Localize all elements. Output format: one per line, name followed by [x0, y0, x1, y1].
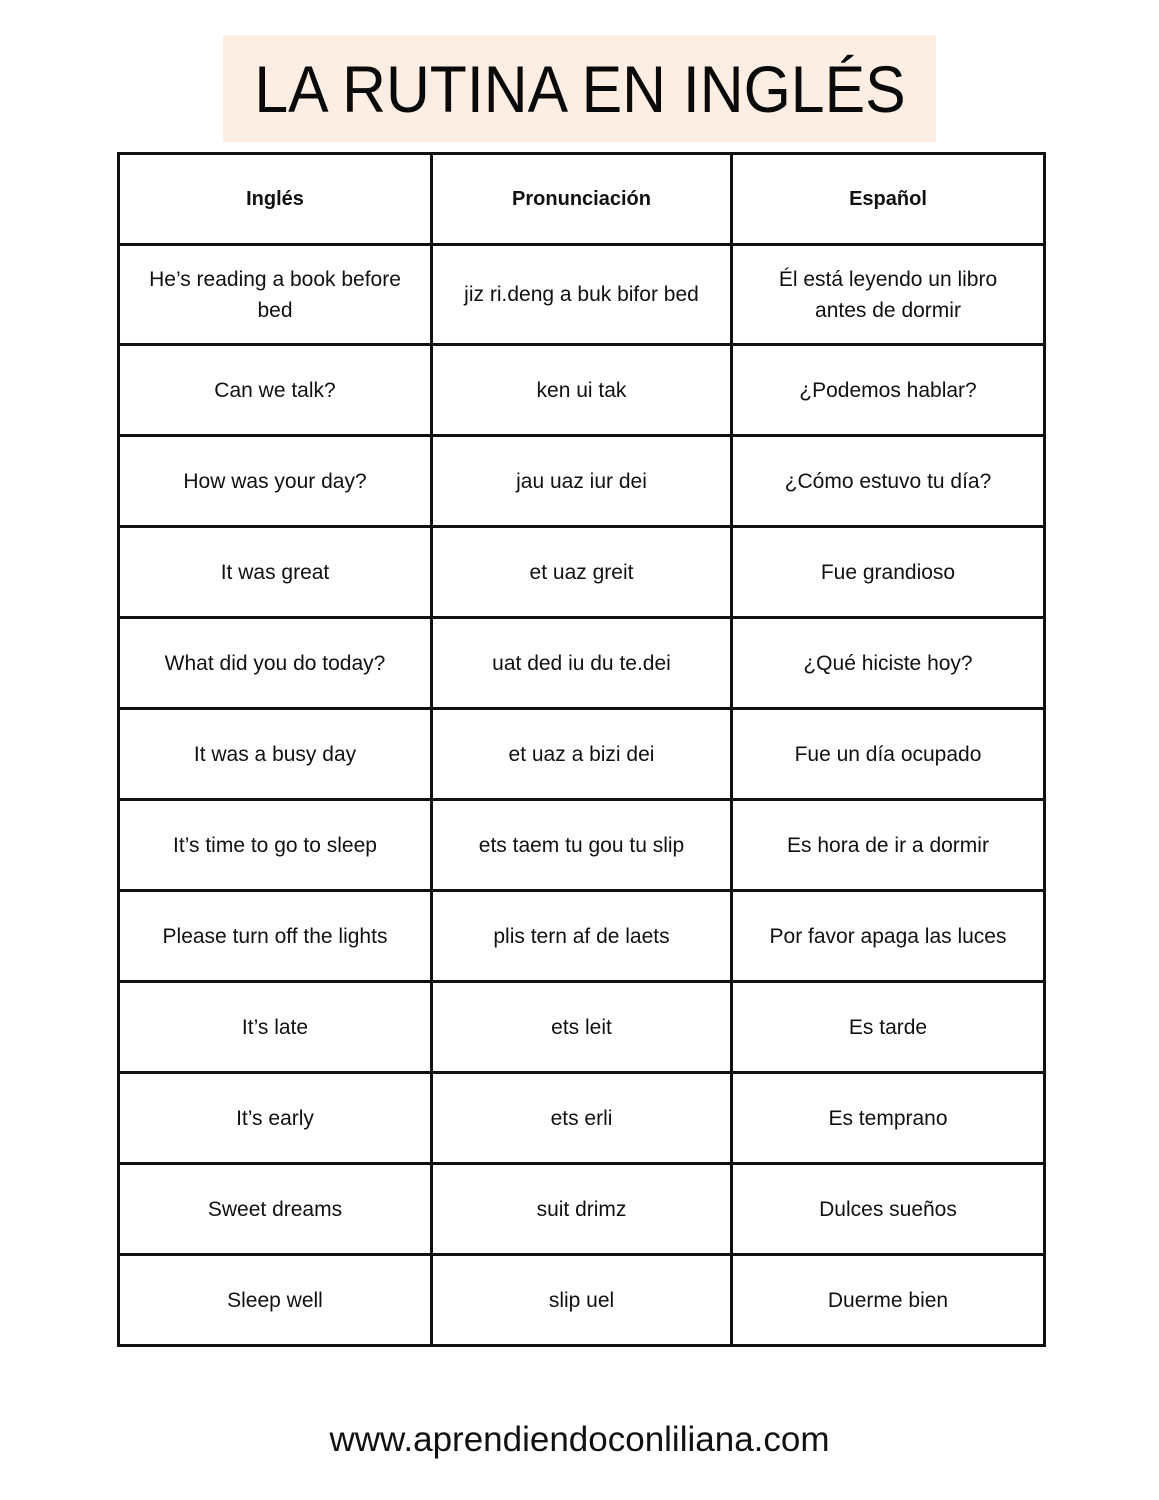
cell-pronunciacion: plis tern af de laets: [432, 891, 732, 982]
table-row: [119, 618, 1045, 709]
cell-espanol: Es hora de ir a dormir: [732, 800, 1045, 891]
cell-pronunciacion: et uaz greit: [432, 527, 732, 618]
cell-ingles: Can we talk?: [119, 345, 432, 436]
title-banner: [223, 35, 936, 142]
table-row: [119, 800, 1045, 891]
table-header-row: [119, 154, 1045, 245]
table-row: [119, 982, 1045, 1073]
table-row: [119, 1164, 1045, 1255]
table-row: [119, 1255, 1045, 1346]
vocabulary-table: [117, 152, 1046, 1347]
cell-pronunciacion: suit drimz: [432, 1164, 732, 1255]
table-row: [119, 345, 1045, 436]
cell-espanol: Es temprano: [732, 1073, 1045, 1164]
website-footer: www.aprendiendoconliliana.com: [329, 1420, 830, 1459]
cell-espanol: ¿Podemos hablar?: [732, 345, 1045, 436]
table-row: [119, 1073, 1045, 1164]
table-row: [119, 527, 1045, 618]
cell-pronunciacion: ets leit: [432, 982, 732, 1073]
cell-pronunciacion: uat ded iu du te.dei: [432, 618, 732, 709]
cell-pronunciacion: ken ui tak: [432, 345, 732, 436]
cell-ingles: Sweet dreams: [119, 1164, 432, 1255]
table-row: [119, 709, 1045, 800]
cell-espanol: Dulces sueños: [732, 1164, 1045, 1255]
cell-ingles: It was a busy day: [119, 709, 432, 800]
header-espanol: Español: [732, 154, 1045, 245]
cell-ingles: Sleep well: [119, 1255, 432, 1346]
cell-pronunciacion: ets taem tu gou tu slip: [432, 800, 732, 891]
cell-ingles: He’s reading a book before bed: [119, 245, 432, 345]
table-row: [119, 891, 1045, 982]
cell-ingles: It’s time to go to sleep: [119, 800, 432, 891]
header-pronunciacion: Pronunciación: [432, 154, 732, 245]
cell-espanol: ¿Cómo estuvo tu día?: [732, 436, 1045, 527]
page-title: LA RUTINA EN INGLÉS: [253, 51, 906, 126]
cell-pronunciacion: jiz ri.deng a buk bifor bed: [432, 245, 732, 345]
cell-espanol: Por favor apaga las luces: [732, 891, 1045, 982]
cell-espanol: Es tarde: [732, 982, 1045, 1073]
cell-pronunciacion: jau uaz iur dei: [432, 436, 732, 527]
cell-espanol: Duerme bien: [732, 1255, 1045, 1346]
table-row: [119, 245, 1045, 345]
cell-ingles: It’s early: [119, 1073, 432, 1164]
cell-ingles: How was your day?: [119, 436, 432, 527]
cell-ingles: It was great: [119, 527, 432, 618]
table-row: [119, 436, 1045, 527]
cell-espanol: Fue un día ocupado: [732, 709, 1045, 800]
cell-pronunciacion: slip uel: [432, 1255, 732, 1346]
cell-pronunciacion: ets erli: [432, 1073, 732, 1164]
cell-ingles: Please turn off the lights: [119, 891, 432, 982]
cell-pronunciacion: et uaz a bizi dei: [432, 709, 732, 800]
cell-ingles: What did you do today?: [119, 618, 432, 709]
cell-ingles: It’s late: [119, 982, 432, 1073]
cell-espanol: Él está leyendo un libro antes de dormir: [732, 245, 1045, 345]
cell-espanol: ¿Qué hiciste hoy?: [732, 618, 1045, 709]
cell-espanol: Fue grandioso: [732, 527, 1045, 618]
header-ingles: Inglés: [119, 154, 432, 245]
